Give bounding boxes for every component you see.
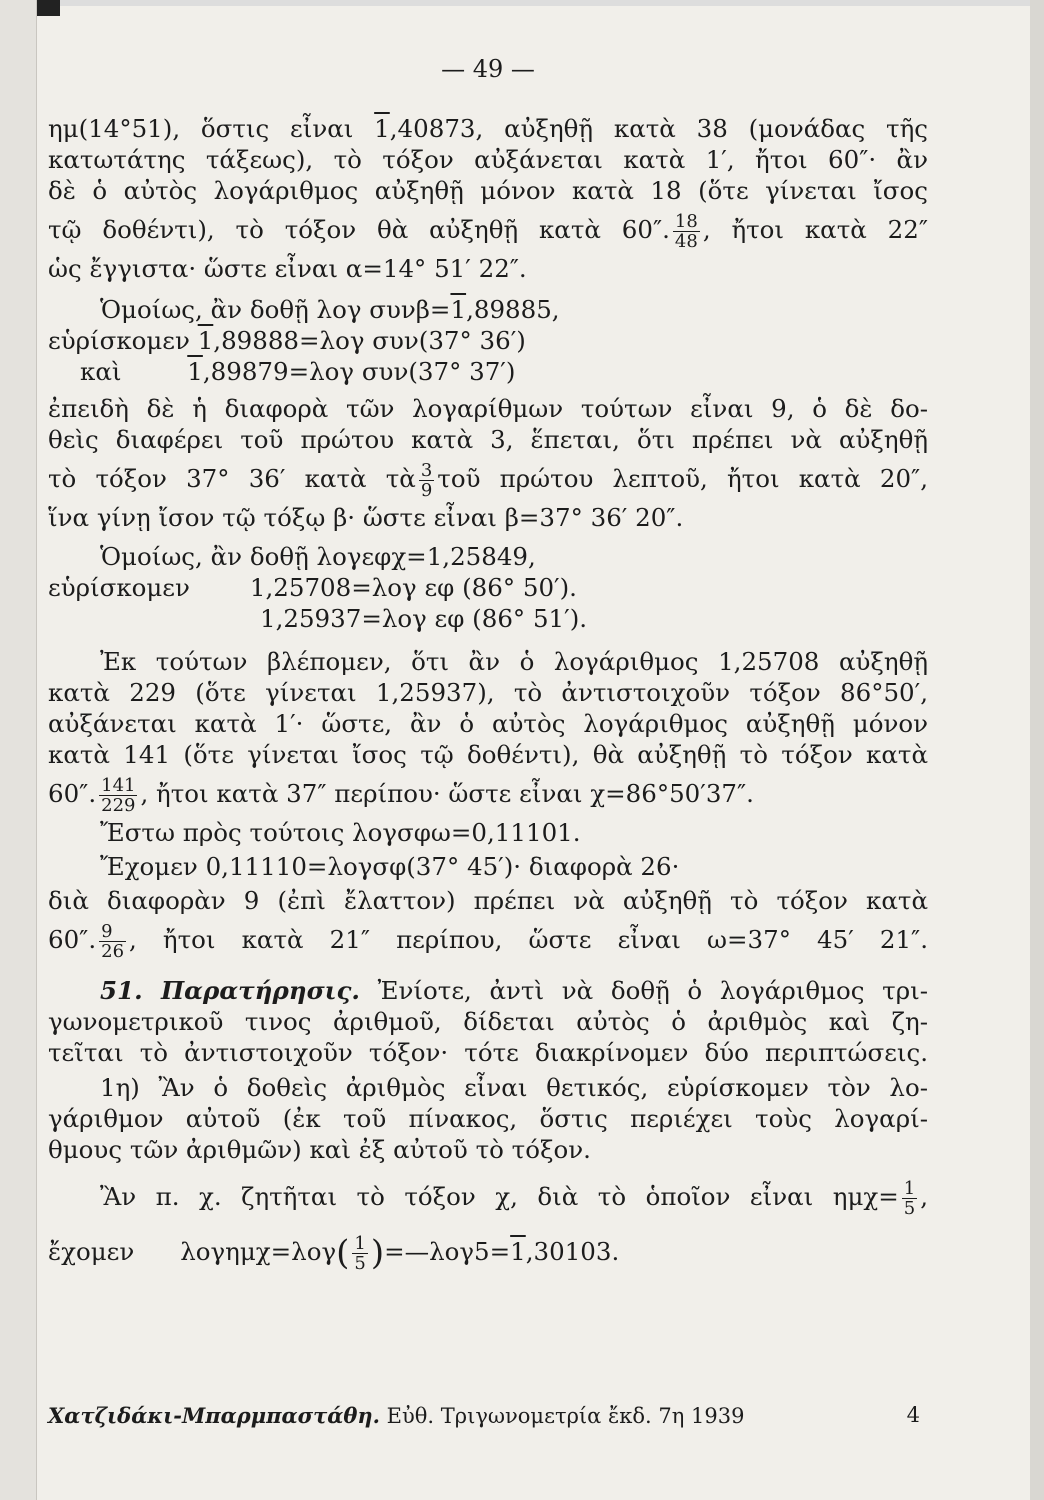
text-line: τὸ τόξον 37° 36′ κατὰ τὰ $\frac{3}{9}$ τοῦ πρώτου λεπτοῦ, ἤτοι κατὰ 20″,	[48, 460, 928, 501]
text-line: τεῖται τὸ ἀντιστοιχοῦν τόξον· τότε διακρίνομεν δύο περιπτώσεις.	[48, 1038, 928, 1067]
fraction: $\frac{9}{26}$	[101, 921, 125, 962]
text-line: κατωτάτης τάξεως), τὸ τόξον αὐξάνεται κατὰ 1′, ἤτοι 60″· ἂν	[48, 145, 928, 174]
text-line: γωνομετρικοῦ τινος ἀριθμοῦ, δίδεται αὐτὸς ὁ ἀριθμὸς καὶ ζη-	[48, 1007, 928, 1036]
fraction: $\frac{18}{48}$	[674, 211, 698, 252]
text-line: Ἐκ τούτων βλέπομεν, ὅτι ἂν ὁ λογάριθμος 1,25708 αὐξηθῇ	[100, 647, 928, 676]
text-line: αὐξάνεται κατὰ 1′· ὥστε, ἂν ὁ αὐτὸς λογάριθμος αὐξηθῇ μόνον	[48, 709, 928, 738]
fraction: $\frac{1}{5}$	[354, 1233, 366, 1274]
text-line: δὲ ὁ αὐτὸς λογάριθμος αὐξηθῇ μόνον κατὰ 18 (ὅτε γίνεται ἴσος	[48, 176, 928, 205]
text-line: εὑρίσκομεν 1,89888=λογ συν(37° 36′)	[48, 326, 526, 355]
text-line: ὡς ἔγγιστα· ὥστε εἶναι α=14° 51′ 22″.	[48, 254, 527, 283]
text-line: Ἂν π. χ. ζητῆται τὸ τόξον χ, διὰ τὸ ὁποῖον εἶναι ημχ= $\frac{1}{5}$ ,	[100, 1178, 928, 1219]
footer-title: Εὐθ. Τριγωνομετρία ἔκδ. 7η 1939	[379, 1404, 745, 1428]
scan-right-edge	[1030, 0, 1044, 1500]
scan-left-edge	[0, 0, 37, 1500]
fraction: $\frac{141}{229}$	[101, 775, 136, 816]
scan-top-edge	[60, 0, 1044, 6]
footer-authors: Χατζιδάκι-Μπαρμπαστάθη.	[48, 1403, 380, 1428]
text-line: θμους τῶν ἀριθμῶν) καὶ ἐξ αὐτοῦ τὸ τόξον.	[48, 1135, 591, 1164]
section-heading: 51. Παρατήρησις.	[100, 976, 360, 1005]
text-line: 60″. $\frac{141}{229}$ , ἤτοι κατὰ 37″ περίπου· ὥστε εἶναι χ=86°50′37″.	[48, 775, 754, 816]
page-body	[48, 55, 928, 1275]
fraction: $\frac{1}{5}$	[903, 1178, 916, 1219]
text-line: γάριθμον αὐτοῦ (ἐκ τοῦ πίνακος, ὅστις περιέχει τοὺς λογαρί-	[48, 1104, 928, 1133]
text-line: ἵνα γίνῃ ἴσον τῷ τόξῳ β· ὥστε εἶναι β=37° 36′ 20″.	[48, 503, 684, 532]
text-line: ἔχομεν λογημχ=λογ( $\frac{1}{5}$ )=—λογ5=1,30103.	[48, 1233, 620, 1274]
text-line: καὶ 1,89879=λογ συν(37° 37′)	[80, 357, 516, 386]
text-line: θεὶς διαφέρει τοῦ πρώτου κατὰ 3, ἕπεται, ὅτι πρέπει νὰ αὐξηθῇ	[48, 425, 928, 454]
text-line: 1η) Ἂν ὁ δοθεὶς ἀριθμὸς εἶναι θετικός, εὑρίσκομεν τὸν λο-	[100, 1073, 928, 1102]
sheet-number: 4	[906, 1403, 920, 1427]
text-line: εὑρίσκομεν 1,25708=λογ εφ (86° 50′).	[48, 573, 577, 602]
text-line: κατὰ 141 (ὅτε γίνεται ἴσος τῷ δοθέντι), θὰ αὐξηθῇ τὸ τόξον κατὰ	[48, 740, 928, 769]
text-line: κατὰ 229 (ὅτε γίνεται 1,25937), τὸ ἀντιστοιχοῦν τόξον 86°50′,	[48, 678, 928, 707]
text-line: τῷ δοθέντι), τὸ τόξον θὰ αὐξηθῇ κατὰ 60″. $\frac{18}{48}$ , ἤτοι κατὰ 22″	[48, 211, 928, 252]
text-line: Ὁμοίως, ἂν δοθῇ λογ συνβ=1,89885,	[100, 295, 560, 324]
text-line: 51. Παρατήρησις. Ἐνίοτε, ἀντὶ νὰ δοθῇ ὁ λογάριθμος τρι-	[100, 976, 928, 1005]
page-footer	[48, 1403, 920, 1428]
text-line: Ὁμοίως, ἂν δοθῇ λογεφχ=1,25849,	[100, 542, 536, 571]
text-line: 1,25937=λογ εφ (86° 51′).	[260, 604, 588, 633]
text-line: Ἔχομεν 0,11110=λογσφ(37° 45′)· διαφορὰ 26·	[100, 852, 680, 881]
text-line: ἐπειδὴ δὲ ἡ διαφορὰ τῶν λογαρίθμων τούτων εἶναι 9, ὁ δὲ δο-	[48, 394, 928, 423]
page-number: — 49 —	[441, 55, 535, 83]
text-line: Ἔστω πρὸς τούτοις λογσφω=0,11101.	[100, 818, 581, 847]
fraction: $\frac{3}{9}$	[420, 460, 433, 501]
text-line: ημ(14°51), ὅστις εἶναι 1,40873, αὐξηθῇ κατὰ 38 (μονάδας τῆς	[48, 114, 929, 143]
text-line: 60″. $\frac{9}{26}$ , ἤτοι κατὰ 21″ περίπου, ὥστε εἶναι ω=37° 45′ 21″.	[48, 921, 928, 962]
text-line: διὰ διαφορὰν 9 (ἐπὶ ἔλαττον) πρέπει νὰ αὐξηθῇ τὸ τόξον κατὰ	[48, 886, 928, 915]
